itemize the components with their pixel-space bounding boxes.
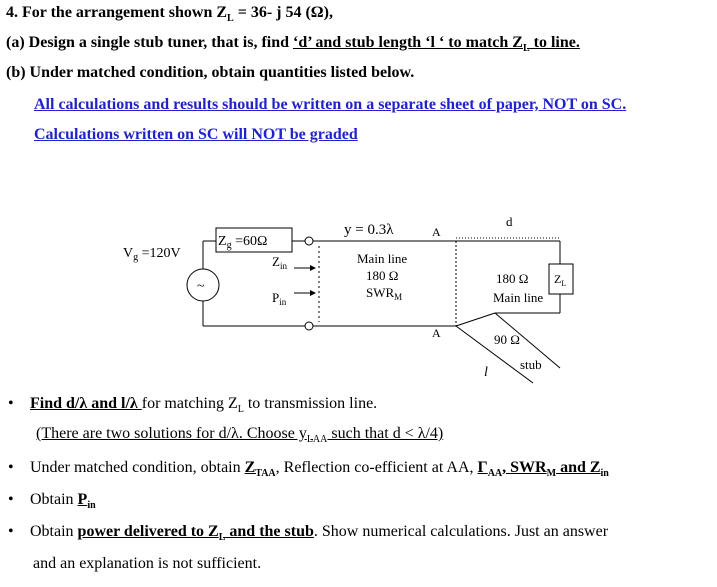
part-b-text: (b) Under matched condition, obtain quantities listed below. [6,64,415,81]
main-line-label: Main line [357,251,408,266]
part-a-prefix: (a) Design a single stub tuner, that is, find [6,34,294,51]
y-length-label: y = 0.3λ [344,222,394,238]
part-a-end: to line. [529,34,580,51]
zg-label: $Z_g =60\Omega$ [218,234,268,251]
q4-sub: L [227,13,234,25]
load-main-line-label: Main line [493,290,544,305]
ac-tilde: ~ [197,279,205,294]
swrm-label: $SWR_M$ [366,285,403,302]
a-bottom-label: A [432,326,441,340]
bullet-1-underlined: Find d/λ and l/λ [30,395,142,412]
terminal-top [305,237,313,245]
bullet-4-cont: and an explanation is not sufficient. [33,555,262,572]
blue-note-1b: on a separate sheet of paper, NOT on SC. [341,96,627,113]
vg-label: $V_g =120V$ [123,246,181,263]
blue-note-2-text: Calculations written on SC will NOT be graded [34,126,358,143]
zl-label: $Z_L$ [554,272,567,288]
a-top-label: A [432,225,441,239]
stub-connector [456,313,495,326]
q4-rest: = 36- j 54 (Ω), [233,4,333,21]
load-line-impedance: 180 Ω [496,271,529,286]
blue-note-1a: All calculations and results should be written [34,96,342,113]
main-impedance-label: 180 Ω [366,268,399,283]
stub-length-label: l [484,365,488,380]
terminal-bottom [305,322,313,330]
part-a-underlined: ‘d’ and stub length ‘l ‘ to match Z [293,34,523,51]
d-label: d [506,214,513,229]
pin-label: $P_{in}$ [272,290,287,307]
zin-label: $Z_{in}$ [272,254,287,271]
bullet-1-note: (There are two solutions for d/λ. Choose $y_{LAA}$ such that d < λ/4) [36,425,444,446]
bullet-2: • Under matched condition, obtain $Z_{TAA}$, Reflection co-efficient at AA, $\Gamma_{AA}$, $SWR_M$ and $Z_{in}$ [8,459,609,480]
part-a-sub: L [522,43,530,55]
bullet-1: • Find d/λ and l/λ for matching $Z_L$ to transmission line. [8,395,378,416]
stub-label: stub [520,357,542,372]
stub-impedance-label: 90 Ω [494,332,520,347]
bullet-3: • Obtain $P_{in}$ [8,491,96,512]
bullet-4: • Obtain power delivered to $Z_L$ and the stub. Show numerical calculations. Just an answer [8,523,609,544]
q4-text: 4. For the arrangement shown Z [6,4,228,21]
zin-arrowhead [310,265,316,271]
pin-arrowhead [310,290,316,296]
